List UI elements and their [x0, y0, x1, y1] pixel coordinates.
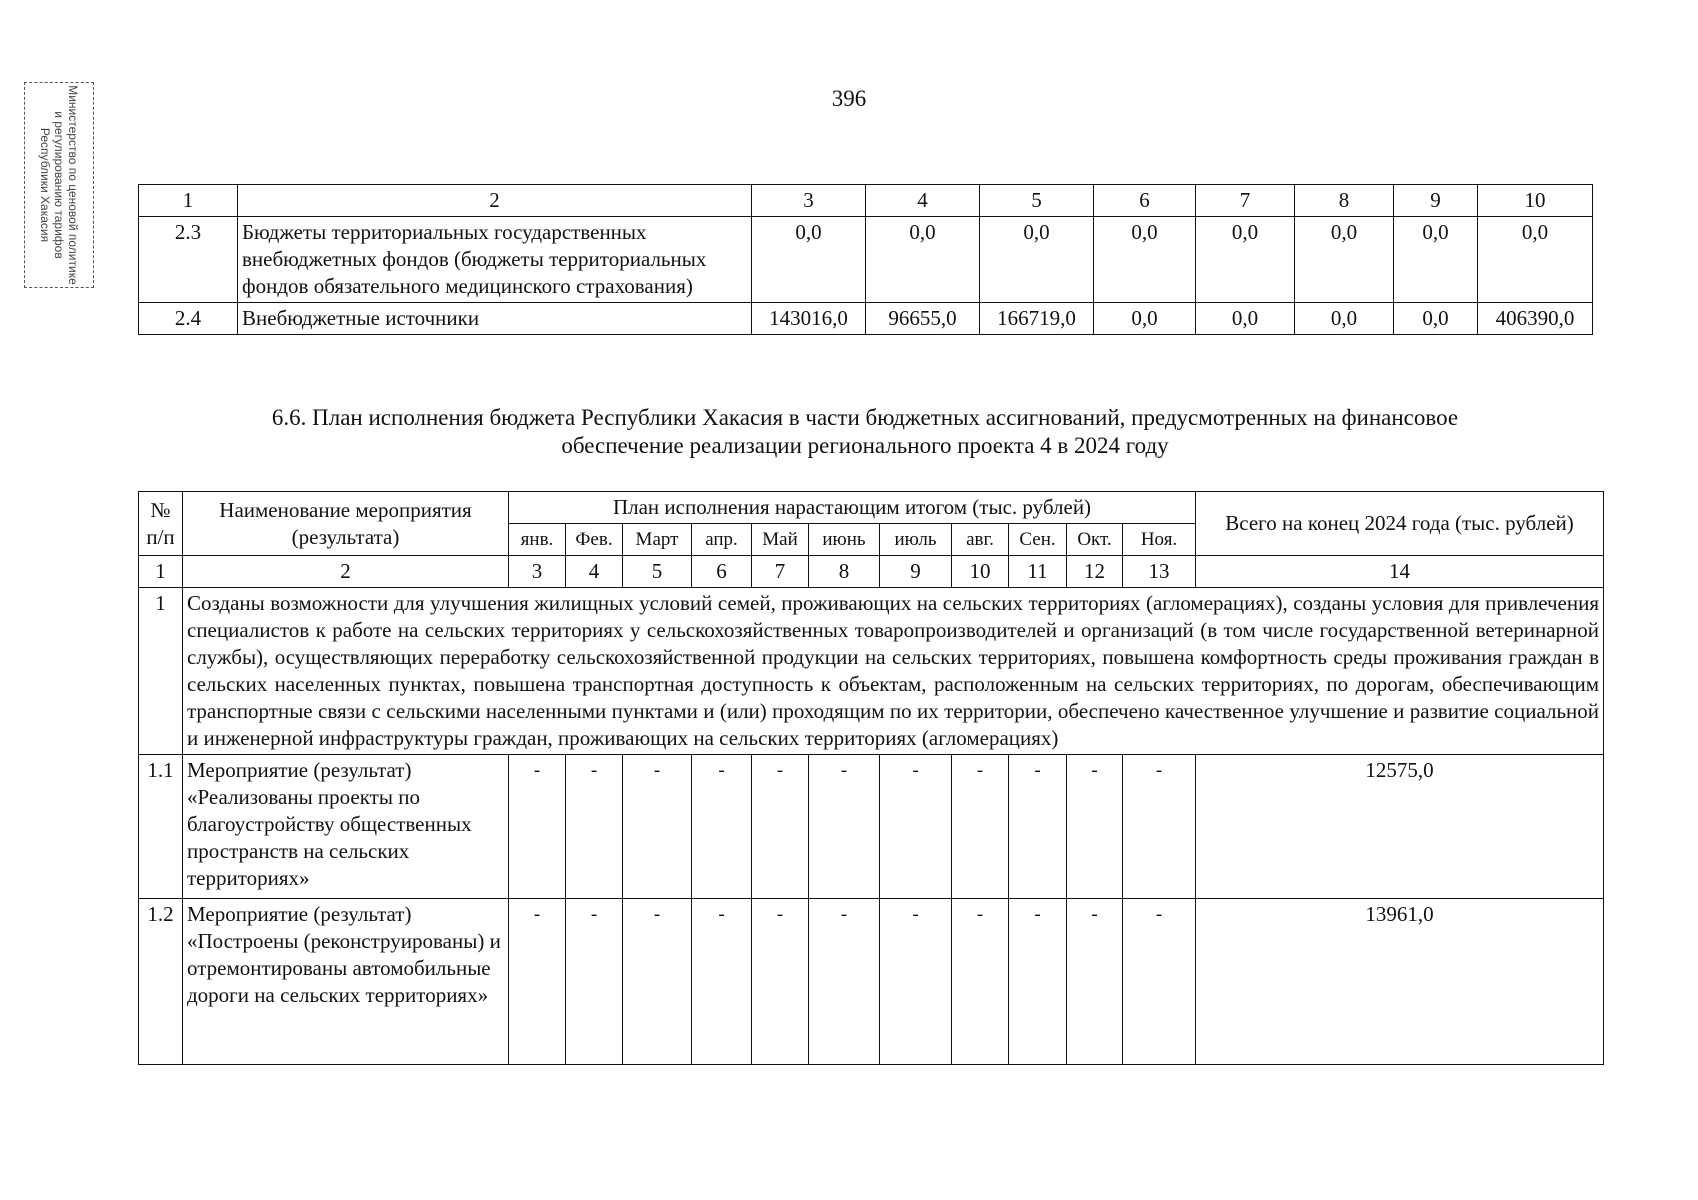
row-number: 2.4: [139, 303, 238, 335]
header-cell: 7: [1196, 185, 1295, 217]
value-cell: 96655,0: [866, 303, 980, 335]
header-cell: 6: [1094, 185, 1196, 217]
month-header: июнь: [809, 524, 880, 556]
column-number: 13: [1123, 556, 1196, 588]
month-value: -: [692, 755, 752, 899]
month-value: -: [566, 755, 623, 899]
column-number: 12: [1067, 556, 1123, 588]
month-header: апр.: [692, 524, 752, 556]
month-value: -: [752, 755, 809, 899]
row-number: 1: [139, 588, 183, 755]
table-row: [139, 755, 1604, 899]
value-cell: 0,0: [1094, 217, 1196, 303]
row-name: Внебюджетные источники: [238, 303, 752, 335]
row-name: Мероприятие (результат) «Реализованы проекты по благоустройству общественных пространств на сельских территориях»: [183, 755, 509, 899]
month-header: янв.: [509, 524, 566, 556]
header-cell: 4: [866, 185, 980, 217]
value-cell: 0,0: [1295, 217, 1394, 303]
month-value: -: [880, 755, 952, 899]
value-cell: 0,0: [1394, 217, 1478, 303]
month-value: -: [623, 899, 692, 1065]
month-header: Май: [752, 524, 809, 556]
stamp-text: Министерство по ценовой политике и регулированию тарифов Республики Хакасия: [38, 85, 80, 285]
column-number: 14: [1196, 556, 1604, 588]
column-numbers-row: [139, 556, 1604, 588]
value-cell: 0,0: [1196, 303, 1295, 335]
month-value: -: [623, 755, 692, 899]
value-cell: 406390,0: [1478, 303, 1593, 335]
value-cell: 0,0: [1295, 303, 1394, 335]
month-header: авг.: [952, 524, 1009, 556]
value-cell: 143016,0: [752, 303, 866, 335]
header-cell: 3: [752, 185, 866, 217]
ministry-stamp: [24, 82, 94, 288]
column-number: 5: [623, 556, 692, 588]
goal-row: [139, 588, 1604, 755]
col-header-total: Всего на конец 2024 года (тыс. рублей): [1196, 492, 1604, 556]
value-cell: 0,0: [866, 217, 980, 303]
value-cell: 0,0: [1094, 303, 1196, 335]
column-number: 2: [183, 556, 509, 588]
total-value: 12575,0: [1196, 755, 1604, 899]
page-number: 396: [831, 86, 867, 111]
column-number: 8: [809, 556, 880, 588]
month-value: -: [952, 899, 1009, 1065]
month-header: Март: [623, 524, 692, 556]
goal-description: Созданы возможности для улучшения жилищных условий семей, проживающих на сельских территориях (агломерациях), созданы условия для привлечения специалистов к работе на сельских территориях у сельскохозяйственных товаропроизводителей и организаций (в том числе государственной ветеринарной службы), осуществляющих переработку сельскохозяйственной продукции на сельских территориях, повышена комфортность среды проживания граждан в сельских населенных пунктах, повышена транспортная доступность к объектам, расположенным на сельских территориях, по дорогам, обеспечивающим транспортные связи с сельскими населенными пунктами и (или) проходящим по их территории, обеспечено качественное улучшение и развитие социальной и инженерной инфраструктуры граждан, проживающих на сельских территориях (агломерациях): [183, 588, 1604, 755]
month-value: -: [1123, 755, 1196, 899]
table-row: [139, 217, 1593, 303]
header-cell: 2: [238, 185, 752, 217]
value-cell: 0,0: [980, 217, 1094, 303]
month-value: -: [566, 899, 623, 1065]
month-value: -: [809, 899, 880, 1065]
table-row: [139, 303, 1593, 335]
budget-sources-table: [138, 184, 1593, 335]
value-cell: 166719,0: [980, 303, 1094, 335]
column-number: 1: [139, 556, 183, 588]
column-number: 4: [566, 556, 623, 588]
month-header: июль: [880, 524, 952, 556]
month-value: -: [692, 899, 752, 1065]
header-cell: 5: [980, 185, 1094, 217]
month-value: -: [1067, 755, 1123, 899]
month-header: Ноя.: [1123, 524, 1196, 556]
budget-plan-table: [138, 491, 1604, 1065]
month-value: -: [880, 899, 952, 1065]
month-value: -: [509, 755, 566, 899]
column-number: 10: [952, 556, 1009, 588]
month-value: -: [1067, 899, 1123, 1065]
header-cell: 9: [1394, 185, 1478, 217]
row-number: 2.3: [139, 217, 238, 303]
month-header: Фев.: [566, 524, 623, 556]
section-heading-line: 6.6. План исполнения бюджета Республики Хакасия в части бюджетных ассигнований, предусмотренных на финансовое: [271, 405, 1459, 430]
column-number: 3: [509, 556, 566, 588]
month-value: -: [809, 755, 880, 899]
month-value: -: [1009, 755, 1067, 899]
row-number: 1.1: [139, 755, 183, 899]
column-number: 7: [752, 556, 809, 588]
value-cell: 0,0: [1478, 217, 1593, 303]
month-header: Сен.: [1009, 524, 1067, 556]
col-header-name: Наименование мероприятия (результата): [183, 492, 509, 556]
header-row: [139, 492, 1604, 524]
header-cell: 10: [1478, 185, 1593, 217]
column-number: 9: [880, 556, 952, 588]
value-cell: 0,0: [752, 217, 866, 303]
row-name: Бюджеты территориальных государственных внебюджетных фондов (бюджеты территориальных фондов обязательного медицинского страхования): [238, 217, 752, 303]
total-value: 13961,0: [1196, 899, 1604, 1065]
month-header: Окт.: [1067, 524, 1123, 556]
section-heading: [138, 404, 1592, 460]
month-value: -: [752, 899, 809, 1065]
value-cell: 0,0: [1196, 217, 1295, 303]
month-value: -: [509, 899, 566, 1065]
header-cell: 1: [139, 185, 238, 217]
column-number: 6: [692, 556, 752, 588]
header-row: [139, 185, 1593, 217]
table-row: [139, 899, 1604, 1065]
col-header-number: № п/п: [139, 492, 183, 556]
value-cell: 0,0: [1394, 303, 1478, 335]
row-name: Мероприятие (результат) «Построены (реконструированы) и отремонтированы автомобильные дороги на сельских территориях»: [183, 899, 509, 1065]
section-heading-line: обеспечение реализации регионального проекта 4 в 2024 году: [561, 433, 1169, 458]
month-value: -: [952, 755, 1009, 899]
month-value: -: [1123, 899, 1196, 1065]
column-number: 11: [1009, 556, 1067, 588]
header-cell: 8: [1295, 185, 1394, 217]
col-header-plan: План исполнения нарастающим итогом (тыс. рублей): [509, 492, 1196, 524]
row-number: 1.2: [139, 899, 183, 1065]
month-value: -: [1009, 899, 1067, 1065]
